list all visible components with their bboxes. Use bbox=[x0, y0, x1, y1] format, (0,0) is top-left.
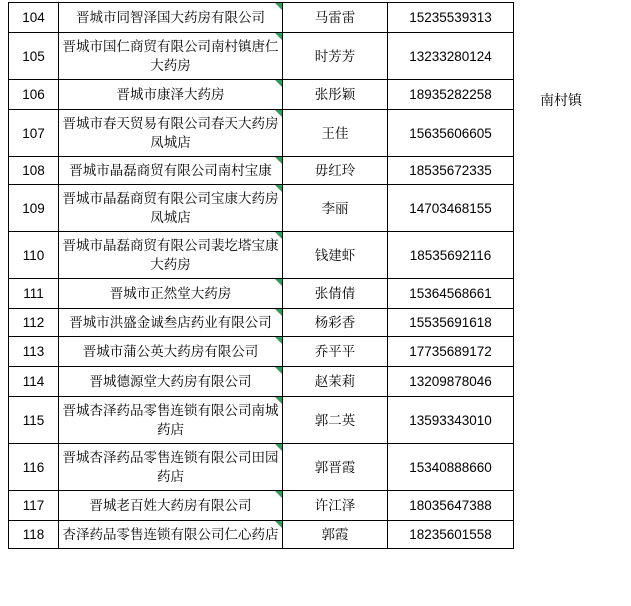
table-row bbox=[9, 491, 514, 521]
cell-phone bbox=[388, 491, 514, 521]
cell-person bbox=[283, 444, 388, 491]
table-row bbox=[9, 309, 514, 337]
name-value: 晋城市正然堂大药房 bbox=[109, 286, 232, 301]
phone-value: 18235601558 bbox=[409, 527, 492, 542]
index-value: 115 bbox=[22, 412, 45, 428]
cell-person bbox=[283, 367, 388, 397]
cell-person bbox=[283, 491, 388, 521]
cell-index bbox=[9, 309, 59, 337]
cell-name bbox=[59, 185, 283, 232]
cell-name bbox=[59, 33, 283, 80]
person-value: 时芳芳 bbox=[314, 48, 356, 64]
cell-phone bbox=[388, 309, 514, 337]
name-value: 晋城德源堂大药房有限公司 bbox=[89, 374, 252, 389]
cell-index bbox=[9, 110, 59, 157]
name-value: 晋城市晶磊商贸有限公司裴圪塔宝康大药房 bbox=[62, 238, 279, 272]
index-value: 116 bbox=[22, 459, 45, 475]
name-value: 晋城市国仁商贸有限公司南村镇唐仁大药房 bbox=[62, 39, 279, 73]
cell-name bbox=[59, 157, 283, 185]
cell-name bbox=[59, 80, 283, 110]
name-value: 晋城市蒲公英大药房有限公司 bbox=[82, 344, 259, 359]
table-row bbox=[9, 185, 514, 232]
side-note: 南村镇 bbox=[540, 92, 582, 108]
table-row bbox=[9, 367, 514, 397]
cell-phone bbox=[388, 367, 514, 397]
table-row bbox=[9, 397, 514, 444]
cell-phone bbox=[388, 444, 514, 491]
person-value: 杨彩香 bbox=[314, 315, 356, 330]
cell-name bbox=[59, 3, 283, 33]
person-value: 郭霞 bbox=[321, 527, 349, 542]
cell-index bbox=[9, 444, 59, 491]
cell-index bbox=[9, 157, 59, 185]
cell-person bbox=[283, 3, 388, 33]
cell-phone bbox=[388, 521, 514, 549]
phone-value: 15340888660 bbox=[409, 459, 492, 475]
table-row bbox=[9, 279, 514, 309]
person-value: 毋红玲 bbox=[314, 163, 356, 178]
table-row bbox=[9, 444, 514, 491]
person-value: 张倩倩 bbox=[314, 286, 356, 301]
cell-person bbox=[283, 521, 388, 549]
cell-name bbox=[59, 521, 283, 549]
cell-phone bbox=[388, 279, 514, 309]
cell-person bbox=[283, 279, 388, 309]
cell-name bbox=[59, 309, 283, 337]
cell-name bbox=[59, 279, 283, 309]
phone-value: 17735689172 bbox=[409, 344, 492, 359]
table-body bbox=[9, 3, 514, 549]
phone-value: 15364568661 bbox=[409, 286, 492, 301]
table-row bbox=[9, 157, 514, 185]
person-value: 郭二英 bbox=[314, 412, 356, 428]
cell-name bbox=[59, 232, 283, 279]
name-value: 晋城市洪盛金诚叁店药业有限公司 bbox=[69, 315, 272, 330]
person-value: 马雷雷 bbox=[314, 10, 356, 25]
person-value: 张彤颖 bbox=[314, 87, 356, 102]
index-value: 117 bbox=[22, 498, 45, 513]
person-value: 许江泽 bbox=[314, 498, 356, 513]
name-value: 晋城市同智泽国大药房有限公司 bbox=[76, 10, 265, 25]
cell-phone bbox=[388, 3, 514, 33]
index-value: 111 bbox=[23, 286, 44, 301]
cell-phone bbox=[388, 33, 514, 80]
table-row bbox=[9, 80, 514, 110]
cell-index bbox=[9, 232, 59, 279]
cell-name bbox=[59, 337, 283, 367]
table-row bbox=[9, 521, 514, 549]
table-row bbox=[9, 33, 514, 80]
phone-value: 18535672335 bbox=[409, 163, 492, 178]
index-value: 105 bbox=[22, 48, 45, 64]
person-value: 赵茉莉 bbox=[314, 374, 356, 389]
cell-person bbox=[283, 309, 388, 337]
cell-name bbox=[59, 444, 283, 491]
cell-person bbox=[283, 232, 388, 279]
phone-value: 14703468155 bbox=[409, 200, 492, 216]
cell-index bbox=[9, 337, 59, 367]
name-value: 晋城杏泽药品零售连锁有限公司田园药店 bbox=[62, 450, 279, 484]
cell-index bbox=[9, 185, 59, 232]
name-value: 晋城老百姓大药房有限公司 bbox=[89, 498, 252, 513]
name-value: 晋城市康泽大药房 bbox=[116, 87, 225, 102]
index-value: 108 bbox=[22, 163, 45, 178]
cell-index bbox=[9, 491, 59, 521]
cell-index bbox=[9, 80, 59, 110]
pharmacy-table bbox=[8, 2, 514, 549]
cell-phone bbox=[388, 397, 514, 444]
name-value: 晋城杏泽药品零售连锁有限公司南城药店 bbox=[62, 403, 279, 437]
phone-value: 15235539313 bbox=[409, 10, 492, 25]
cell-person bbox=[283, 33, 388, 80]
cell-index bbox=[9, 397, 59, 444]
index-value: 109 bbox=[22, 200, 45, 216]
cell-phone bbox=[388, 185, 514, 232]
phone-value: 18535692116 bbox=[409, 247, 492, 263]
person-value: 王佳 bbox=[321, 125, 349, 141]
phone-value: 15535691618 bbox=[409, 315, 492, 330]
cell-index bbox=[9, 279, 59, 309]
name-value: 晋城市晶磊商贸有限公司南村宝康 bbox=[69, 163, 272, 178]
phone-value: 18035647388 bbox=[409, 498, 492, 513]
person-value: 钱建虾 bbox=[314, 247, 356, 263]
index-value: 112 bbox=[22, 315, 45, 330]
cell-person bbox=[283, 337, 388, 367]
cell-person bbox=[283, 110, 388, 157]
table-row bbox=[9, 3, 514, 33]
index-value: 118 bbox=[22, 527, 45, 542]
phone-value: 15635606605 bbox=[409, 125, 492, 141]
cell-index bbox=[9, 367, 59, 397]
cell-name bbox=[59, 110, 283, 157]
person-value: 乔平平 bbox=[314, 344, 356, 359]
cell-person bbox=[283, 157, 388, 185]
person-value: 李丽 bbox=[321, 200, 349, 216]
phone-value: 13233280124 bbox=[409, 48, 492, 64]
cell-phone bbox=[388, 232, 514, 279]
phone-value: 18935282258 bbox=[409, 87, 492, 102]
cell-name bbox=[59, 367, 283, 397]
cell-phone bbox=[388, 157, 514, 185]
table-row bbox=[9, 337, 514, 367]
name-value: 晋城市晶磊商贸有限公司宝康大药房凤城店 bbox=[62, 191, 279, 225]
cell-index bbox=[9, 3, 59, 33]
table-row bbox=[9, 232, 514, 279]
index-value: 107 bbox=[22, 125, 45, 141]
cell-person bbox=[283, 80, 388, 110]
table-row bbox=[9, 110, 514, 157]
cell-phone bbox=[388, 80, 514, 110]
index-value: 114 bbox=[22, 374, 45, 389]
index-value: 110 bbox=[22, 247, 45, 263]
cell-index bbox=[9, 521, 59, 549]
name-value: 晋城市春天贸易有限公司春天大药房凤城店 bbox=[62, 116, 279, 150]
cell-index bbox=[9, 33, 59, 80]
index-value: 113 bbox=[22, 344, 45, 359]
index-value: 104 bbox=[22, 10, 45, 25]
document-page bbox=[0, 2, 631, 606]
phone-value: 13209878046 bbox=[409, 374, 492, 389]
phone-value: 13593343010 bbox=[409, 412, 492, 428]
index-value: 106 bbox=[22, 87, 45, 102]
cell-name bbox=[59, 491, 283, 521]
name-value: 杏泽药品零售连锁有限公司仁心药店 bbox=[62, 527, 279, 542]
cell-person bbox=[283, 185, 388, 232]
cell-person bbox=[283, 397, 388, 444]
cell-phone bbox=[388, 110, 514, 157]
cell-name bbox=[59, 397, 283, 444]
cell-phone bbox=[388, 337, 514, 367]
person-value: 郭晋霞 bbox=[314, 459, 356, 475]
